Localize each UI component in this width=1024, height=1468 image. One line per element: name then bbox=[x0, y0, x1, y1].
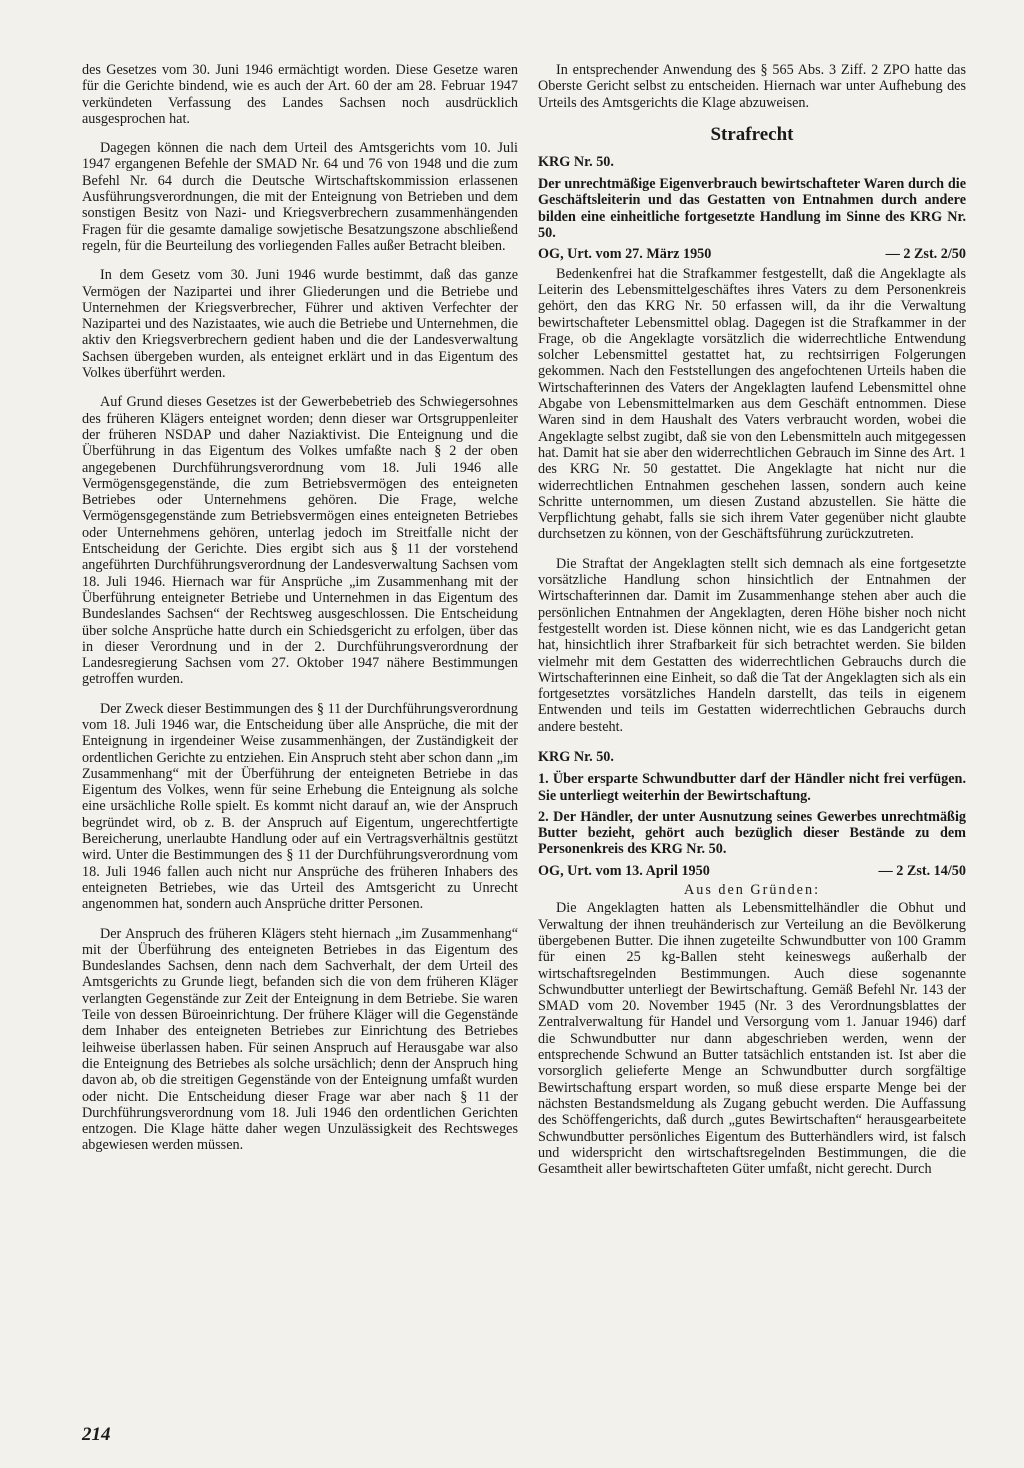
paragraph: Der Anspruch des früheren Klägers steht hiernach „im Zusammenhang“ mit der Überführung des enteigneten Betriebes in das Eigentum des Bundeslandes Sachsen, denn nach dem Sachverhalt, der dem Urteil des Amtsgerichts zu Grunde liegt, befanden sich die von dem früheren Kläger verlangten Gegenstände zur Zeit der Enteignung in dem Betriebe. Sie waren Teile von dessen Büroeinrichtung. Der frühere Kläger will die Gegenstände dem Inhaber des enteigneten Betriebes zur Einrichtung des Betriebes leihweise überlassen haben. Für seinen Anspruch auf Herausgabe war also die Enteignung des Betriebes als solche ursächlich; denn der Anspruch hing davon ab, ob die streitigen Gegenstände von der Enteignung umfaßt wurden oder nicht. Die Entscheidung dieser Frage war aber nach § 11 der Durchführungsverordnung vom 18. Juli 1946 den ordentlichen Gerichten entzogen. Die Klage hätte daher wegen Unzulässigkeit des Rechtsweges abgewiesen werden müssen. bbox=[82, 925, 518, 1154]
case-number: — 2 Zst. 14/50 bbox=[878, 862, 966, 879]
court-citation bbox=[538, 863, 966, 879]
law-reference: KRG Nr. 50. bbox=[538, 748, 614, 765]
paragraph: Auf Grund dieses Gesetzes ist der Gewerbebetrieb des Schwiegersohnes des früheren Klägers enteignet worden; denn dieser war Ortsgruppenleiter der früheren NSDAP und daher Naziaktivist. Die Enteignung und die Überführung in das Eigentum des Volkes umfaßte nach § 2 der oben angegebenen Durchführungsverordnung vom 18. Juli 1946 alle Vermögensgegenstände, die zum Betriebsvermögen des enteigneten Betriebes oder Unternehmens gehören. Die Frage, welche Vermögensgegenstände zum Betriebsvermögen eines enteigneten Betriebes oder Unternehmens gehören, unterlag jedoch im Streitfalle nicht der Entscheidung der Gerichte. Dies ergibt sich aus § 11 der vorstehend angeführten Durchführungsverordnung der Landesverwaltung Sachsen vom 18. Juli 1946. Hiernach war für Ansprüche „im Zusammenhang mit der Überführung enteigneter Betriebe und Unternehmen in das Eigentum des Bundeslandes Sachsen“ der Rechtsweg ausgeschlossen. Die Entscheidung über solche Ansprüche hatte durch ein Schiedsgericht zu erfolgen, über das in dieser Verordnung und in der 2. Durchführungsverordnung der Landesregierung Sachsen vom 27. Oktober 1947 nähere Bestimmungen getroffen wurden. bbox=[82, 394, 518, 688]
paragraph: Bedenkenfrei hat die Strafkammer festgestellt, daß die Angeklagte als Leiterin des Lebensmittelgeschäftes ihres Vaters zu dem Personenkreis gehört, den das KRG Nr. 50 erfassen will, da ihr die Verwaltung bewirtschafteter Lebensmittel oblag. Dagegen ist die Strafkammer in der Frage, ob die Angeklagte vorsätzlich die widerrechtliche Entwendung solcher Lebensmittel gestattet hat, zu rechtsirrigen Folgerungen gekommen. Nach den Feststellungen des angefochtenen Urteils haben die Wirtschafterinnen des Vaters der Angeklagten laufend Lebensmittel ohne Abgabe von Lebensmittelmarken aus dem Geschäft entnommen. Diese Waren sind in dem Haushalt des Vaters verbraucht worden, wobei die Angeklagte selbst zugibt, daß sie von den Lebensmitteln auch mitgegessen hat. Damit hat sie aber den widerrechtlichen Gebrauch im Sinne des Art. 1 des KRG Nr. 50 gestattet. Die Angeklagte hat nicht nur die widerrechtlichen Entnahmen geschehen lassen, sondern auch keine Schritte unternommen, um diesen Zustand abzustellen. Sie hätte die Verpflichtung gehabt, falls sie sich ihrem Vater gegenüber nicht glaubte durchsetzen zu können, von der Geschäftsführung zurückzutreten. bbox=[538, 265, 966, 543]
headnote: Der unrechtmäßige Eigenverbrauch bewirtschafteter Waren durch die Geschäftsleiterin und das Gestatten von Entnahmen durch andere bilden eine einheitliche fortgesetzte Handlung im Sinne des KRG Nr. 50. bbox=[538, 176, 966, 242]
paragraph: Der Zweck dieser Bestimmungen des § 11 der Durchführungsverordnung vom 18. Juli 1946 war, die Entscheidung über alle Ansprüche, die mit der Enteignung in irgendeiner Weise zusammenhängen, der Zuständigkeit der ordentlichen Gerichte zu entziehen. Ein Anspruch steht aber schon dann „im Zusammenhang“ mit der Überführung der enteigneten Betriebe in das Eigentum des Volkes, wenn für seine Erhebung die Enteignung als solche eine ursächliche Rolle spielt. Es kommt nicht darauf an, wie der Anspruch begründet wird, ob z. B. der Anspruch auf Eigentum, ungerechtfertigte Bereicherung, unerlaubte Handlung oder auf ein Vertragsverhältnis gestützt wird. Unter die Bestimmungen des § 11 der Durchführungsverordnung vom 18. Juli 1946 fallen auch nicht nur Ansprüche des früheren Inhabers des enteigneten Betriebes, wie das Urteil des Amtsgericht zu Unrecht angenommen hat, sondern auch Ansprüche dritter Personen. bbox=[82, 700, 518, 913]
paragraph: des Gesetzes vom 30. Juni 1946 ermächtigt worden. Diese Gesetze waren für die Gerichte bindend, wie es auch der Art. 60 der am 28. Februar 1947 verkündeten Verfassung des Landes Sachsen noch ausdrücklich ausgesprochen hat. bbox=[82, 62, 518, 127]
law-reference: KRG Nr. 50. bbox=[538, 153, 614, 170]
paragraph: In entsprechender Anwendung des § 565 Abs. 3 Ziff. 2 ZPO hatte das Oberste Gericht selbst zu entscheiden. Hiernach war unter Aufhebung des Urteils des Amtsgerichts die Klage abzuweisen. bbox=[538, 62, 966, 111]
page-number: 214 bbox=[82, 1424, 111, 1445]
paragraph: Dagegen können die nach dem Urteil des Amtsgerichts vom 10. Juli 1947 ergangenen Befehle der SMAD Nr. 64 und 76 von 1948 und die zum Befehl Nr. 64 durch die Deutsche Wirtschaftskommission erlassenen Ausführungsverordnungen, die mit der Enteignung von Betrieben und dem sonstigen Besitz von Nazi- und Kriegsverbrechern zusammenhängenden Fragen für die gesamte damalige sowjetische Besatzungszone abschließend regeln, für die Beurteilung des vorliegenden Falles außer Betracht bleiben. bbox=[82, 140, 518, 254]
case-number: — 2 Zst. 2/50 bbox=[885, 246, 966, 263]
court-citation bbox=[538, 246, 966, 262]
paragraph: Die Straftat der Angeklagten stellt sich demnach als eine fortgesetzte vorsätzliche Handlung schon hinsichtlich der Entnahmen der Wirtschafterinnen dar. Damit im Zusammenhange stehen aber auch die persönlichen Entnahmen der Angeklagten, deren Höhe bisher noch nicht festgestellt worden ist. Diese können nicht, wie es das Landgericht getan hat, hinsichtlich ihrer Strafbarkeit für sich betrachtet werden. Sie bilden vielmehr mit dem Gestatten des widerrechtlichen Gebrauchs durch die Wirtschafterinnen eine Einheit, so daß die Tat der Angeklagten sich als ein fortgesetztes vorsätzliches Handeln darstellt, das teils in eigenem Entwenden und teils im Gestatten widerrechtlichen Gebrauchs durch andere besteht. bbox=[538, 555, 966, 735]
court-date: OG, Urt. vom 27. März 1950 bbox=[538, 246, 712, 263]
court-date: OG, Urt. vom 13. April 1950 bbox=[538, 862, 710, 879]
paragraph: Die Angeklagten hatten als Lebensmittelhändler die Obhut und Verwaltung der ihnen treuhänderisch zur Verteilung an die Bevölkerung übergebenen Butter. Die ihnen zugeteilte Schwundbutter von 100 Gramm für einen 25 kg-Ballen steht keineswegs außerhalb der wirtschaftsregelnden Bestimmungen. Auch diese sogenannte Schwundbutter unterliegt der Bewirtschaftung. Gemäß Befehl Nr. 143 der SMAD vom 20. November 1945 (Nr. 3 des Verordnungsblattes der Zentralverwaltung für Handel und Versorgung vom 1. Januar 1946) darf die Schwundbutter nur dann abgeschrieben werden, wenn der entsprechende Schwund an Butter tatsächlich entstanden ist. Ist aber die vorsorglich gelieferte Menge an Schwundbutter durch sorgfältige Bewirtschaftung erspart worden, so muß diese ersparte Menge bei der nächsten Bestandsmeldung als Zugang gebucht werden. Die Auffassung des Schöffengerichts, daß durch „gutes Bewirtschaften“ herausgearbeitete Schwundbutter persönliches Eigentum des Butterhändlers wird, ist falsch und widerspricht den wirtschaftsregelnden Bestimmungen, die die Gesamtheit aller bewirtschafteten Güter umfaßt, nicht gerecht. Durch bbox=[538, 900, 966, 1178]
paragraph: In dem Gesetz vom 30. Juni 1946 wurde bestimmt, daß das ganze Vermögen der Nazipartei und ihrer Gliederungen und die Betriebe und Unternehmen der Kriegsverbrecher, Führer und aktiven Verfechter der Nazipartei und des Nazistaates, wie auch die Betriebe und Unternehmen, die aktiv den Kriegsverbrechern gedient haben und die der Landesverwaltung Sachsen übergeben wurden, als enteignet erklärt und in das Eigentum des Volkes überführt werden. bbox=[82, 267, 518, 382]
headnote: 2. Der Händler, der unter Ausnutzung seines Gewerbes unrechtmäßig Butter bezieht, gehört auch bezüglich dieser Bestände zu dem Personenkreis des KRG Nr. 50. bbox=[538, 808, 966, 858]
left-column bbox=[82, 62, 518, 1167]
section-title: Strafrecht bbox=[710, 123, 794, 145]
headnote: 1. Über ersparte Schwundbutter darf der Händler nicht frei verfügen. Sie unterliegt weiterhin der Bewirtschaftung. bbox=[538, 771, 966, 804]
grounds-label: Aus den Gründen: bbox=[683, 882, 821, 899]
right-column bbox=[538, 62, 966, 1190]
